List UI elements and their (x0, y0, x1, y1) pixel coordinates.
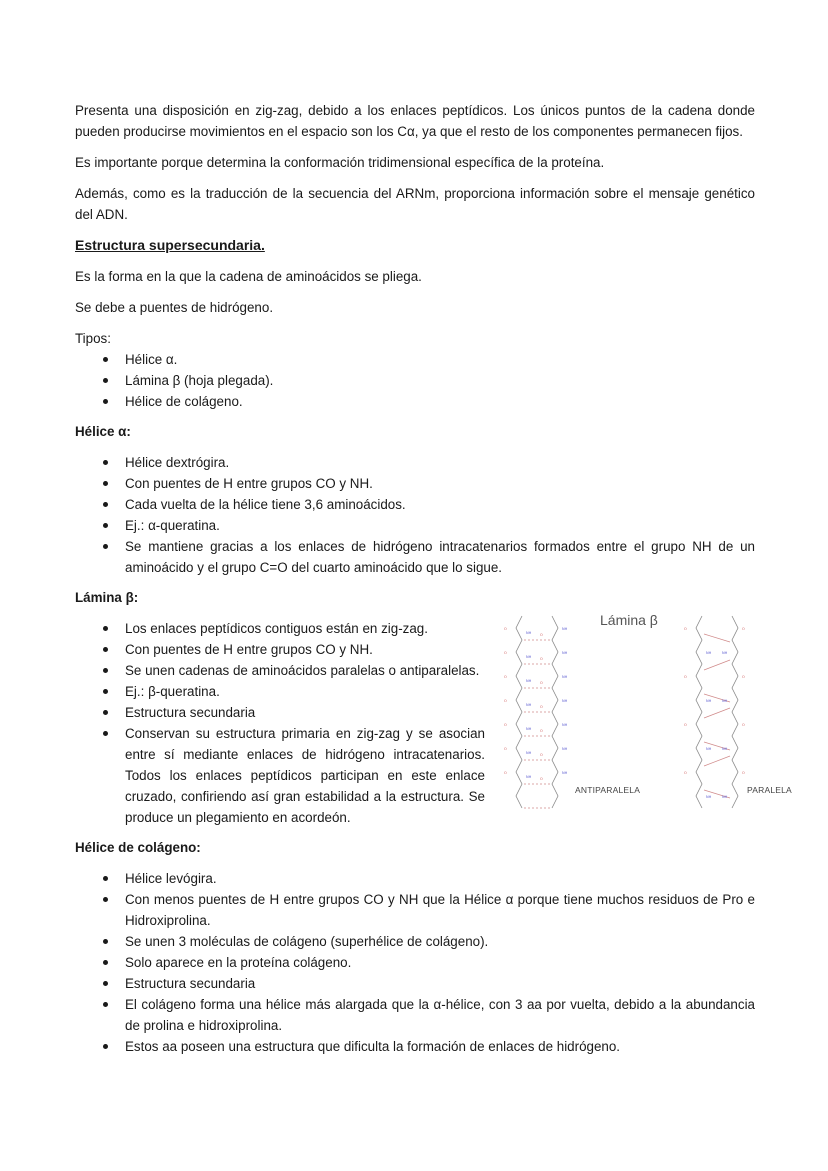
figure-label-antiparalela: ANTIPARALELA (575, 785, 641, 795)
svg-text:NH: NH (562, 651, 568, 655)
svg-text:O: O (540, 705, 543, 709)
lamina-beta-block (75, 612, 792, 828)
svg-text:NH: NH (526, 655, 532, 659)
svg-text:NH: NH (722, 699, 728, 703)
intro-paragraph-3: Además, como es la traducción de la secuencia del ARNm, proporciona información sobre el mensaje genético del ADN. (75, 186, 755, 222)
list-item: Con menos puentes de H entre grupos CO y NH que la Hélice α porque tiene muchos residuos de Pro e Hidroxiprolina. (75, 889, 755, 931)
svg-text:NH: NH (562, 675, 568, 679)
svg-text:O: O (742, 675, 745, 679)
svg-text:O: O (540, 657, 543, 661)
tipos-list (75, 349, 755, 412)
list-item: Ej.: β-queratina. (75, 681, 485, 702)
figure-label-paralela: PARALELA (747, 785, 792, 795)
svg-text:NH: NH (562, 627, 568, 631)
list-item: Con puentes de H entre grupos CO y NH. (75, 639, 485, 660)
list-item: Hélice dextrógira. (75, 452, 755, 473)
list-item: Se unen cadenas de aminoácidos paralelas o antiparalelas. (75, 660, 485, 681)
svg-text:NH: NH (526, 631, 532, 635)
list-item: Con puentes de H entre grupos CO y NH. (75, 473, 755, 494)
list-item: Hélice α. (75, 349, 755, 370)
svg-text:NH: NH (526, 703, 532, 707)
svg-text:O: O (540, 753, 543, 757)
document-page (75, 100, 792, 1057)
intro-paragraph-2: Es importante porque determina la conformación tridimensional específica de la proteína. (75, 155, 605, 170)
tipos-label: Tipos: (75, 331, 111, 346)
supersecundaria-paragraph-1: Es la forma en la que la cadena de aminoácidos se pliega. (75, 269, 422, 284)
section-title-lamina-beta: Lámina β: (75, 590, 139, 605)
list-item: Estructura secundaria (75, 702, 485, 723)
list-item: Lámina β (hoja plegada). (75, 370, 755, 391)
svg-text:O: O (504, 651, 507, 655)
list-item: Estructura secundaria (75, 973, 755, 994)
svg-text:NH: NH (526, 751, 532, 755)
svg-text:O: O (684, 771, 687, 775)
svg-text:NH: NH (562, 747, 568, 751)
lamina-beta-text (75, 618, 485, 828)
svg-text:O: O (504, 747, 507, 751)
svg-text:O: O (504, 723, 507, 727)
svg-text:NH: NH (722, 747, 728, 751)
svg-text:O: O (540, 681, 543, 685)
intro-paragraph-1: Presenta una disposición en zig-zag, debido a los enlaces peptídicos. Los únicos puntos de la cadena donde pueden producirse movimientos en el espacio son los Cα, ya que el resto de los componentes permanecen fijos. (75, 103, 755, 139)
svg-text:NH: NH (706, 699, 712, 703)
list-item: Solo aparece en la proteína colágeno. (75, 952, 755, 973)
svg-text:O: O (742, 723, 745, 727)
section-title-supersecundaria: Estructura supersecundaria. (75, 237, 265, 253)
svg-text:O: O (684, 723, 687, 727)
list-item: Cada vuelta de la hélice tiene 3,6 aminoácidos. (75, 494, 755, 515)
svg-text:O: O (504, 627, 507, 631)
svg-text:NH: NH (706, 747, 712, 751)
svg-text:O: O (540, 777, 543, 781)
svg-text:O: O (684, 627, 687, 631)
svg-text:O: O (504, 675, 507, 679)
section-title-helice-alfa: Hélice α: (75, 424, 131, 439)
svg-text:O: O (742, 771, 745, 775)
list-item: Los enlaces peptídicos contiguos están en zig-zag. (75, 618, 485, 639)
svg-text:NH: NH (722, 651, 728, 655)
svg-text:NH: NH (706, 651, 712, 655)
svg-text:O: O (504, 771, 507, 775)
list-item: Estos aa poseen una estructura que dificulta la formación de enlaces de hidrógeno. (75, 1036, 755, 1057)
svg-text:NH: NH (526, 679, 532, 683)
helice-alfa-list (75, 452, 755, 578)
list-item: Se mantiene gracias a los enlaces de hidrógeno intracatenarios formados entre el grupo NH de un aminoácido y el grupo C=O del cuarto aminoácido que lo sigue. (75, 536, 755, 578)
svg-text:O: O (540, 633, 543, 637)
list-item: Se unen 3 moléculas de colágeno (superhélice de colágeno). (75, 931, 755, 952)
list-item: Hélice levógira. (75, 868, 755, 889)
figure-title: Lámina β (600, 612, 658, 628)
svg-text:NH: NH (706, 795, 712, 799)
svg-text:NH: NH (526, 775, 532, 779)
svg-text:NH: NH (562, 771, 568, 775)
svg-text:O: O (742, 627, 745, 631)
svg-text:O: O (540, 729, 543, 733)
list-item: Ej.: α-queratina. (75, 515, 755, 536)
lamina-beta-figure (500, 608, 800, 818)
svg-text:NH: NH (526, 727, 532, 731)
svg-text:NH: NH (562, 723, 568, 727)
svg-text:O: O (684, 675, 687, 679)
list-item: Conservan su estructura primaria en zig-zag y se asocian entre sí mediante enlaces de hidrógeno intracatenarios. Todos los enlaces peptídicos participan en este enlace cruzado, confiriendo así gran estabilidad a la estructura. Se produce un plegamiento en acordeón. (75, 723, 485, 828)
svg-text:O: O (504, 699, 507, 703)
svg-text:NH: NH (722, 795, 728, 799)
section-title-helice-colageno: Hélice de colágeno: (75, 840, 201, 855)
helice-colageno-list (75, 868, 755, 1057)
lamina-beta-list (75, 618, 485, 828)
list-item: El colágeno forma una hélice más alargada que la α-hélice, con 3 aa por vuelta, debido a la abundancia de prolina e hidroxiprolina. (75, 994, 755, 1036)
list-item: Hélice de colágeno. (75, 391, 755, 412)
supersecundaria-paragraph-2: Se debe a puentes de hidrógeno. (75, 300, 274, 315)
svg-text:NH: NH (562, 699, 568, 703)
